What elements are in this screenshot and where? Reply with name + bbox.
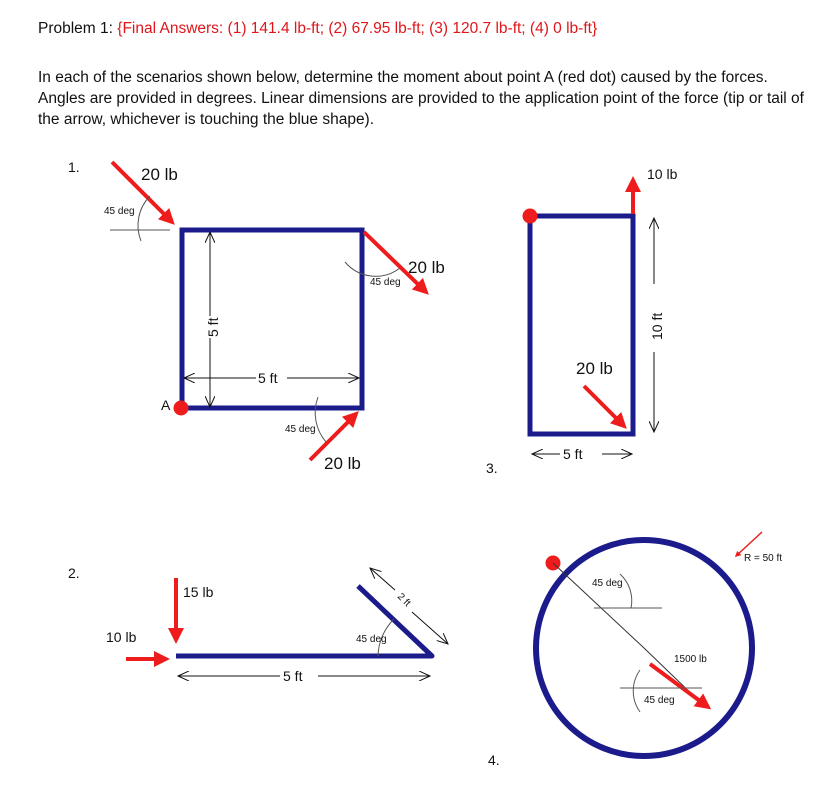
final-answers: {Final Answers: (1) 141.4 lb-ft; (2) 67.95 lb-ft; (3) 120.7 lb-ft; (4) 0 lb-ft} (117, 20, 598, 37)
force-label-horizontal: 10 lb (106, 629, 137, 645)
scenario-3 (486, 166, 678, 476)
dimension-label-length: 5 ft (283, 668, 303, 684)
force-label-top-right: 20 lb (408, 258, 445, 277)
scenario-4-number: 4. (488, 752, 500, 768)
point-a-dot (174, 401, 189, 416)
angle-label-bottom: 45 deg (285, 424, 316, 435)
point-a-dot (523, 209, 538, 224)
scenario-1 (68, 159, 445, 473)
angle-arc-lower (633, 670, 640, 712)
angle-label-lower: 45 deg (644, 695, 675, 706)
force-arrow-diagonal (584, 386, 624, 426)
radius-label: R = 50 ft (744, 553, 783, 564)
angle-label-bar: 45 deg (356, 634, 387, 645)
scenario-4 (488, 532, 782, 768)
dimension-label-width: 5 ft (563, 446, 583, 462)
force-label-diagonal: 20 lb (576, 359, 613, 378)
problem-instructions: In each of the scenarios shown below, determine the moment about point A (red dot) caused by the forces. Angles are provided in degrees. Linear dimensions are provided to the application point of the force (tip or tail of the arrow, whichever is touching the blue shape). (38, 69, 804, 128)
angle-label-top-left: 45 deg (104, 206, 135, 217)
point-a-label: A (161, 397, 171, 413)
scenario-2-number: 2. (68, 565, 80, 581)
problem-label: Problem 1: (38, 20, 118, 37)
dimension-label-slant: 2 ft (394, 591, 413, 609)
dimension-label-height: 5 ft (205, 317, 221, 337)
force-label-top-left: 20 lb (141, 165, 178, 184)
force-label-bottom: 20 lb (324, 454, 361, 473)
tall-rectangle-shape (530, 216, 633, 434)
angle-arc-top-right (345, 262, 400, 276)
radius-line (553, 563, 644, 648)
bent-bar-shape (176, 586, 432, 656)
scenario-1-number: 1. (68, 159, 80, 175)
dimension-label-width: 5 ft (258, 370, 278, 386)
force-label-top: 10 lb (647, 166, 678, 182)
scenario-2 (68, 565, 448, 684)
angle-label-upper: 45 deg (592, 578, 623, 589)
angle-arc-bottom (315, 397, 326, 442)
dimension-label-height: 10 ft (649, 312, 665, 340)
dimension-arrow-slant-up (370, 568, 395, 590)
angle-label-top-right: 45 deg (370, 277, 401, 288)
force-label-vertical: 15 lb (183, 584, 214, 600)
angle-arc-top-left (138, 196, 150, 241)
force-label: 1500 lb (674, 654, 707, 665)
scenario-3-number: 3. (486, 460, 498, 476)
